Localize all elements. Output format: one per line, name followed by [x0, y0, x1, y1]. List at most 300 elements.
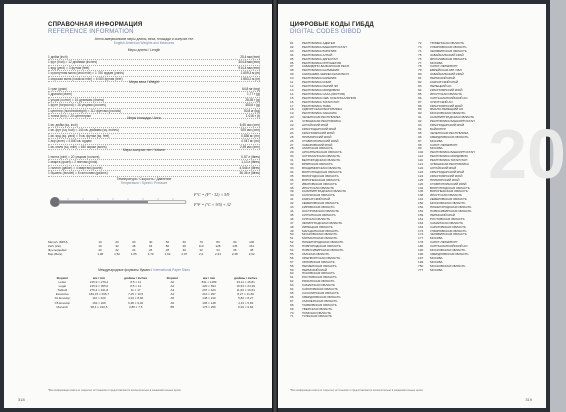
measure-name: 1 кв. миля (sq. mile) = 640 акрам (acres): [48, 144, 107, 149]
measure-value: 25,4 мм (mm): [240, 55, 260, 59]
measure-name: 1 пинта (pint) = 20 унциям (ounces): [48, 155, 100, 159]
paper-sizes-table: [44, 276, 264, 309]
region-name: САРАТОВСКАЯ ОБЛАСТЬ: [302, 287, 338, 292]
table-row-label: Мили/ч (MPH): [48, 240, 68, 244]
region-name: РЕСПУБЛИКА ХАКАСИЯ: [302, 111, 337, 116]
region-code: 29: [290, 150, 294, 155]
region-name: СТАВРОПОЛЬСКИЙ КРАЙ: [302, 138, 339, 143]
region-name: ХАНТЫ-МАНСИЙСКИЙ АО: [430, 95, 468, 100]
measure-value: 1 016 т (t): [245, 114, 260, 119]
right-footnote: *Вся информация взята из открытых источников и предоставляется исключительно в ознакомительных целях: [290, 389, 423, 392]
region-name: МУРМАНСКАЯ ОБЛАСТЬ: [302, 236, 338, 241]
region-name: СТАВРОПОЛЬСКИЙ КРАЙ: [430, 181, 467, 186]
region-name: ХАНТЫ-МАНСИЙСКИЙ АО: [430, 244, 468, 249]
region-code: 57: [290, 259, 294, 264]
table-cell: 40: [148, 240, 153, 244]
region-name: АРХАНГЕЛЬСКАЯ ОБЛАСТЬ: [302, 150, 342, 155]
region-code: 25: [290, 134, 294, 139]
region-code: 39: [290, 189, 294, 194]
reference-title: [48, 21, 142, 35]
region-code: 777: [418, 267, 424, 272]
region-name: ИРКУТСКАЯ ОБЛАСТЬ: [302, 185, 334, 190]
region-code: 01: [290, 41, 294, 45]
table-cell: Letter: [58, 280, 67, 285]
region-name: МОСКВА: [430, 255, 443, 260]
table-cell: 20: [98, 248, 102, 253]
table-cell: A4: [170, 292, 175, 297]
table-header-cell: дюймы / inches: [124, 276, 148, 280]
region-name: КАБАРДИНО-БАЛКАРСКАЯ РЕСП.: [302, 64, 350, 69]
table-cell: A2: [170, 284, 175, 289]
region-name: КРАСНОДАРСКИЙ КРАЙ: [430, 123, 465, 128]
region-code: 21: [290, 119, 294, 124]
volume-caption: Меры сыпучих тел / Volume: [122, 148, 166, 152]
region-code: 68: [290, 302, 294, 307]
region-name: ПЕНЗЕНСКАЯ ОБЛАСТЬ: [302, 263, 337, 268]
region-code: 24: [290, 130, 294, 135]
table-cell: 279,4 × 431,8: [89, 288, 109, 293]
region-code: 22: [290, 123, 294, 128]
region-code: 186: [418, 244, 424, 249]
table-cell: 20: [115, 240, 119, 244]
table-cell: 30: [182, 248, 186, 253]
measure-name: 1 тонна (ton) = 20 центнерам: [48, 114, 91, 119]
table-header-cell: Формат: [56, 276, 69, 280]
measure-name: 1 бушель (bushel) = 8 галлонам (gallons): [48, 171, 108, 176]
region-name: ТЮМЕНСКАЯ ОБЛАСТЬ: [430, 41, 464, 45]
table-cell: 6,38 × 9,02: [128, 300, 144, 305]
gibdd-title-en: DIGITAL CODES GIBDD: [290, 28, 362, 35]
region-code: 60: [290, 271, 294, 276]
table-cell: 26: [148, 248, 153, 253]
region-code: 161: [418, 216, 424, 221]
measure-name: 1 фунт (torpound) = 16 унциям (ounces): [48, 103, 106, 108]
table-cell: 22: [115, 248, 119, 253]
region-code: 36: [290, 177, 294, 182]
region-code: 46: [290, 216, 294, 221]
region-code: 23: [290, 126, 294, 131]
region-code: 53: [290, 244, 294, 249]
table-cell: 90: [233, 240, 237, 244]
region-code: 199: [418, 259, 424, 264]
region-name: ТВЕРСКАЯ ОБЛАСТЬ: [302, 306, 333, 311]
region-code: 750: [418, 263, 424, 268]
region-name: ВЛАДИМИРСКАЯ ОБЛАСТЬ: [302, 166, 342, 170]
region-name: РЕСПУБЛИКА САХА (ЯКУТИЯ): [302, 91, 345, 96]
region-name: СВЕРДЛОВСКАЯ ОБЛАСТЬ: [302, 294, 341, 299]
region-code: 124: [418, 173, 424, 178]
table-cell: 297 × 420: [202, 288, 216, 293]
table-cell: 34: [216, 248, 220, 253]
right-page-number: 319: [525, 397, 532, 402]
region-code: 84: [418, 87, 422, 92]
region-code: 72: [418, 41, 422, 45]
paper-caption: Международные форматы бумаги / International Paper Sizes: [98, 268, 190, 272]
region-code: 32: [290, 162, 294, 167]
region-code: 14: [290, 91, 294, 96]
region-name: ЧУВАШСКАЯ РЕСПУБЛИКА: [430, 162, 469, 167]
region-code: 85: [418, 91, 422, 96]
region-name: ЯМАЛО-НЕНЕЦКИЙ АО: [430, 107, 464, 112]
table-cell: 96: [182, 244, 186, 249]
table-cell: 98,4 × 190,5: [90, 304, 108, 309]
left-footnote: *Вся информация взята из открытых источников и предоставляется исключительно в ознакомительных целях: [48, 389, 181, 392]
table-cell: 33,11 × 46,81: [236, 280, 255, 285]
table-cell: 8,5 × 14: [130, 284, 142, 289]
region-code: 80: [418, 72, 422, 77]
temperature-caption-en: Temperature / Speed / Pressure: [120, 181, 168, 185]
left-page: [4, 4, 272, 408]
measure-value: 36,36 л (litres): [239, 171, 260, 176]
region-code: 77: [418, 60, 422, 65]
region-name: КИРОВСКАЯ ОБЛАСТЬ: [302, 205, 335, 210]
region-code: 56: [290, 255, 294, 260]
region-code: 17: [290, 103, 294, 108]
table-cell: 1,52: [114, 252, 120, 257]
formula-celsius: F°C = (F° - 32) × 5/9: [194, 192, 230, 197]
measure-name: 1 дюйм (inch): [48, 55, 68, 59]
table-cell: 1,38: [97, 252, 104, 257]
region-name: РЕСПУБЛИКА МАРИЙ ЭЛ: [302, 83, 338, 88]
region-code: 90: [418, 111, 422, 116]
table-cell: Legal: [58, 284, 66, 289]
region-code: 71: [290, 314, 294, 319]
measure-name: 1 кварта (quart) = 2 пинтам (pints): [48, 160, 98, 165]
region-code: 125: [418, 177, 424, 182]
table-cell: A6: [170, 300, 175, 305]
region-name: КОСТРОМСКАЯ ОБЛАСТЬ: [302, 208, 339, 213]
page-watermark: 20: [488, 115, 566, 193]
region-code: 76: [418, 56, 422, 61]
region-name: САНКТ-ПЕТЕРБУРГ: [430, 64, 458, 69]
region-name: ПРИМОРСКИЙ КРАЙ: [430, 177, 460, 182]
table-cell: 16: [98, 244, 102, 249]
region-code: 59: [290, 267, 294, 272]
region-name: МОСКВА: [430, 138, 443, 143]
region-code: 79: [418, 68, 422, 73]
region-code: 178: [418, 240, 424, 245]
table-cell: 5,83 × 8,27: [238, 296, 254, 301]
region-code: 19: [290, 111, 294, 116]
formula-fahrenheit: F°F = (°C × 9/5) + 32: [194, 202, 231, 207]
table-cell: 2,62: [248, 252, 255, 257]
region-name: ОРЕНБУРГСКАЯ ОБЛАСТЬ: [302, 255, 340, 260]
region-code: 75: [418, 52, 422, 57]
region-code: 33: [290, 166, 294, 170]
region-name: НОВГОРОДСКАЯ ОБЛАСТЬ: [302, 244, 341, 249]
region-name: НИЖЕГОРОДСКАЯ ОБЛАСТЬ: [302, 240, 344, 245]
region-name: ЧЕЛЯБИНСКАЯ ОБЛАСТЬ: [430, 232, 467, 237]
region-name: АЛТАЙСКИЙ КРАЙ: [302, 123, 329, 128]
region-name: РЕСПУБЛИКА ТАТАРСТАН: [302, 99, 340, 104]
region-code: 30: [290, 154, 294, 159]
region-code: 13: [290, 87, 294, 92]
measures-caption-ru: Англо-американские меры длины, веса, площади и сыпучих тел: [94, 37, 194, 41]
region-code: 31: [290, 158, 294, 163]
region-code: 49: [290, 228, 294, 233]
region-codes-column-1: [290, 42, 410, 319]
region-name: МОСКВА: [430, 267, 443, 272]
region-name: БАЙКОНУР: [430, 126, 446, 131]
region-code: 08: [290, 68, 294, 73]
region-name: СВЕРДЛОВСКАЯ ОБЛАСТЬ: [430, 134, 469, 139]
region-code: 152: [418, 205, 424, 210]
area-table: [48, 123, 260, 150]
table-cell: 8,27 × 11,69: [237, 292, 254, 297]
region-name: САХАЛИНСКАЯ ОБЛАСТЬ: [302, 291, 339, 295]
region-name: РЕСПУБЛИКА КАЛМЫКИЯ: [302, 68, 340, 73]
region-code: 66: [290, 294, 294, 299]
region-name: ВОЛГОГРАДСКАЯ ОБЛАСТЬ: [302, 169, 342, 174]
table-cell: 10: [98, 240, 102, 244]
region-name: РЕСПУБЛИКА БАШКОРТОСТАН: [430, 119, 475, 124]
table-cell: 16,54 × 23,39: [236, 284, 255, 289]
region-code: 15: [290, 95, 294, 100]
region-code: 27: [290, 142, 294, 147]
region-name: САМАРСКАЯ ОБЛАСТЬ: [302, 283, 335, 288]
table-cell: 36: [233, 248, 237, 253]
measure-name: 1 драхма (dram): [48, 92, 72, 97]
region-code: 45: [290, 212, 294, 217]
region-name: РЯЗАНСКАЯ ОБЛАСТЬ: [302, 279, 335, 284]
region-name: ЧЕЛЯБИНСКАЯ ОБЛАСТЬ: [430, 48, 467, 53]
region-code: 50: [290, 232, 294, 237]
region-name: МАГАДАНСКАЯ ОБЛАСТЬ: [302, 228, 339, 233]
region-code: 81: [418, 76, 422, 81]
table-cell: 2,2: [199, 252, 204, 257]
region-name: КУРСКАЯ ОБЛАСТЬ: [302, 216, 331, 221]
table-cell: 30: [132, 240, 136, 244]
region-name: РОСТОВСКАЯ ОБЛАСТЬ: [302, 275, 337, 280]
measure-name: 1 кв. ярд (sq. yard) = 9 кв. футам (sq. feet): [48, 133, 110, 138]
right-page: [278, 4, 566, 408]
table-row-label: Фунты/дюйм²: [48, 248, 67, 253]
measures-caption: [44, 37, 244, 45]
table-cell: Executive: [55, 292, 69, 297]
table-cell: 1,65: [130, 252, 137, 257]
region-code: 05: [290, 56, 294, 61]
table-cell: 32: [115, 244, 119, 249]
measure-value: 4,546 л (litres): [239, 165, 260, 170]
region-name: АМУРСКАЯ ОБЛАСТЬ: [302, 146, 333, 151]
table-cell: 4,13 × 5,83: [238, 300, 254, 305]
area-caption: Меры площади / Area: [127, 116, 161, 120]
region-code: 44: [290, 208, 294, 213]
region-name: КАЛИНИНГРАДСКАЯ ОБЛАСТЬ: [302, 189, 347, 194]
region-name: АСТРАХАНСКАЯ ОБЛАСТЬ: [302, 154, 341, 159]
region-name: ПЕРМСКИЙ КРАЙ: [430, 212, 455, 217]
region-name: СВЕРДЛОВСКАЯ ОБЛАСТЬ: [430, 251, 469, 256]
region-code: 42: [290, 201, 294, 206]
region-name: АЛТАЙСКИЙ КРАЙ: [430, 166, 457, 170]
region-name: КАМЧАТСКИЙ КРАЙ: [430, 80, 458, 85]
region-code: 67: [290, 298, 294, 303]
region-code: 87: [418, 99, 422, 104]
measure-name: 1 морская миля (nautical mile) = 6 080 футам (feet): [48, 76, 123, 81]
region-code: 154: [418, 208, 424, 213]
table-cell: 2,07: [181, 252, 188, 257]
region-name: БРЯНСКАЯ ОБЛАСТЬ: [302, 162, 333, 167]
region-code: 159: [418, 212, 424, 217]
region-name: РЕСПУБЛИКА МОРДОВИЯ: [302, 87, 340, 92]
region-name: МОСКОВСКАЯ ОБЛАСТЬ: [302, 232, 338, 237]
region-code: 43: [290, 205, 294, 210]
region-name: УЛЬЯНОВСКАЯ ОБЛАСТЬ: [430, 44, 467, 49]
table-cell: Tabloid: [57, 288, 68, 293]
region-name: ПЕРМСКИЙ КРАЙ: [430, 76, 455, 81]
region-name: УДМУРТСКАЯ РЕСПУБЛИКА: [302, 107, 343, 112]
region-code: 41: [290, 197, 294, 202]
region-code: 38: [290, 185, 294, 190]
region-name: РЕСПУБЛИКА СЕВ. ОСЕТИЯ-АЛАНИЯ: [302, 95, 356, 100]
region-name: ЧУВАШСКАЯ РЕСПУБЛИКА: [302, 119, 341, 124]
region-code: 136: [418, 189, 424, 194]
region-code-row: [290, 315, 410, 319]
region-name: ТОМСКАЯ ОБЛАСТЬ: [302, 310, 331, 315]
region-code: 69: [290, 306, 294, 311]
measure-name: 1 центнер (hundredweight) = 112 фунтам (pounds): [48, 108, 122, 113]
measure-name: 1 ярд (yard) = 3 футам (feet): [48, 65, 90, 70]
region-name: ВОРОНЕЖСКАЯ ОБЛАСТЬ: [430, 189, 468, 194]
measure-value: 28,35 г (g): [245, 97, 260, 102]
region-code: 174: [418, 232, 424, 237]
measure-value: 6,45 см² (cm²): [239, 123, 260, 127]
region-name: КАЛУЖСКАЯ ОБЛАСТЬ: [302, 193, 335, 198]
table-row-label: Бар (Bars): [48, 252, 63, 257]
table-cell: A5: [170, 296, 175, 301]
region-code: 04: [290, 52, 294, 57]
table-header-cell: дюймы / inches: [234, 276, 258, 280]
speed-pressure-table: [48, 240, 260, 256]
region-code: 55: [290, 251, 294, 256]
thermometer-icon: [48, 190, 188, 214]
region-name: МОСКОВСКАЯ ОБЛАСТЬ: [430, 111, 466, 116]
measure-value: 1 853,2 м (m): [240, 76, 260, 81]
measure-row: [48, 171, 260, 176]
table-row-label: Км/ч (Км): [48, 244, 61, 249]
measure-value: 0,57 л (litres): [241, 155, 260, 159]
table-cell: 162 × 229: [92, 300, 106, 305]
region-code: 83: [418, 83, 422, 88]
region-name: РЕСПУБЛИКА ТЫВА: [302, 103, 331, 108]
region-name: НЕНЕЦКИЙ АО: [430, 83, 452, 88]
region-code-row: [418, 269, 538, 273]
measure-value: 64,8 мг (mg): [242, 87, 260, 91]
region-name: ОМСКАЯ ОБЛАСТЬ: [302, 251, 330, 256]
region-code: 82: [418, 80, 422, 85]
measure-value: 1,13 л (litres): [241, 160, 260, 165]
region-name: РЕСПУБЛИКА ТАТАРСТАН: [430, 158, 468, 163]
region-name: МОСКВА: [430, 236, 443, 241]
region-name: КАМЧАТСКИЙ КРАЙ: [302, 197, 330, 202]
region-name: ЗАБАЙКАЛЬСКИЙ КРАЙ: [430, 52, 464, 57]
region-name: ЛИПЕЦКАЯ ОБЛАСТЬ: [302, 224, 333, 229]
region-name: РЕСПУБЛИКА КОМИ: [302, 80, 332, 85]
measure-value: 914,4 мм (mm): [238, 65, 260, 70]
region-code: 37: [290, 181, 294, 186]
measure-name: 1 унция (ounce) = 16 драхмам (drams): [48, 97, 105, 102]
region-code: 11: [290, 80, 294, 85]
region-code: 92: [418, 119, 422, 124]
region-name: САРАТОВСКАЯ ОБЛАСТЬ: [430, 224, 466, 229]
table-cell: 105 × 148: [202, 300, 216, 305]
measure-name: 1 акр (acre) = 4 840 кв. ярдам: [48, 139, 92, 144]
region-code: 78: [418, 64, 422, 69]
region-code: 70: [290, 310, 294, 315]
region-code: 164: [418, 224, 424, 229]
region-code: 65: [290, 291, 294, 295]
region-code: 99: [418, 146, 422, 151]
table-cell: 3,88 × 7,5: [128, 304, 143, 309]
region-code: 116: [418, 158, 423, 163]
region-name: РЕСПУБЛИКА МОРДОВИЯ: [430, 154, 468, 159]
table-cell: 70: [199, 240, 203, 244]
table-cell: 2,48: [231, 252, 238, 257]
table-cell: 148 × 210: [202, 296, 216, 301]
region-name: ОРЛОВСКАЯ ОБЛАСТЬ: [302, 259, 335, 264]
table-cell: 80: [216, 240, 220, 244]
region-code: 02: [290, 44, 294, 49]
table-cell: 24: [132, 248, 136, 253]
paper-caption-en: International Paper Sizes: [153, 268, 190, 272]
region-code: 61: [290, 275, 294, 280]
region-name: ТАМБОВСКАЯ ОБЛАСТЬ: [302, 302, 337, 307]
region-code: 16: [290, 99, 294, 104]
region-code: 52: [290, 240, 294, 245]
region-code: 86: [418, 95, 422, 100]
length-caption: Меры длины / Length: [127, 48, 161, 52]
region-name: КРАСНОЯРСКИЙ КРАЙ: [430, 103, 463, 108]
region-name: МОСКОВСКАЯ ОБЛАСТЬ: [430, 263, 466, 268]
region-code: 10: [290, 76, 294, 81]
region-code: 74: [418, 48, 422, 53]
measure-name: 1 сухопутная миля (land mile) = 1 760 ярдам (yards): [48, 71, 124, 76]
measure-name: 1 гран (grain): [48, 87, 68, 91]
region-name: КРАСНОДАРСКИЙ КРАЙ: [430, 169, 465, 174]
region-code: 142: [418, 197, 424, 202]
region-code: 98: [418, 142, 422, 147]
table-header-cell: Формат: [166, 276, 179, 280]
region-name: ЧЕЧЕНСКАЯ РЕСПУБЛИКА: [302, 115, 341, 120]
region-name: ЛЕНИНГРАДСКАЯ ОБЛАСТЬ: [302, 220, 343, 225]
region-code: 07: [290, 64, 294, 69]
measure-value: 453,6 г (g): [245, 103, 260, 108]
region-name: ЕВРЕЙСКАЯ АВТ. ОБЛ.: [430, 68, 463, 73]
region-name: КАЛИНИНГРАДСКАЯ ОБЛАСТЬ: [430, 115, 475, 120]
region-name: РЕСПУБЛИКА КАРЕЛИЯ: [302, 76, 337, 81]
table-cell: 60: [182, 240, 186, 244]
region-code: 03: [290, 48, 294, 53]
region-name: НОВОСИБИРСКАЯ ОБЛАСТЬ: [430, 208, 472, 213]
region-name: РЕСПУБЛИКА АДЫГЕЯ: [302, 41, 335, 45]
region-code: 54: [290, 248, 294, 253]
table-cell: 176 × 250: [202, 304, 216, 309]
region-name: УЛЬЯНОВСКАЯ ОБЛАСТЬ: [430, 228, 467, 233]
table-cell: Monarch: [56, 304, 69, 309]
region-name: ХАБАРОВСКИЙ КРАЙ: [302, 142, 333, 147]
table-cell: 100: [249, 240, 255, 244]
region-code: 64: [290, 287, 294, 292]
measure-value: 929 см² (cm²): [240, 128, 260, 133]
table-cell: 215,9 × 355,6: [89, 284, 109, 289]
region-code: 126: [418, 181, 424, 186]
table-cell: B5: [170, 304, 175, 309]
table-row: [48, 252, 260, 256]
weight-table: [48, 87, 260, 119]
measure-value: 50,8 кг (kg): [243, 108, 260, 113]
table-cell: 215,9 × 279,4: [89, 280, 109, 285]
region-code: 89: [418, 107, 422, 112]
